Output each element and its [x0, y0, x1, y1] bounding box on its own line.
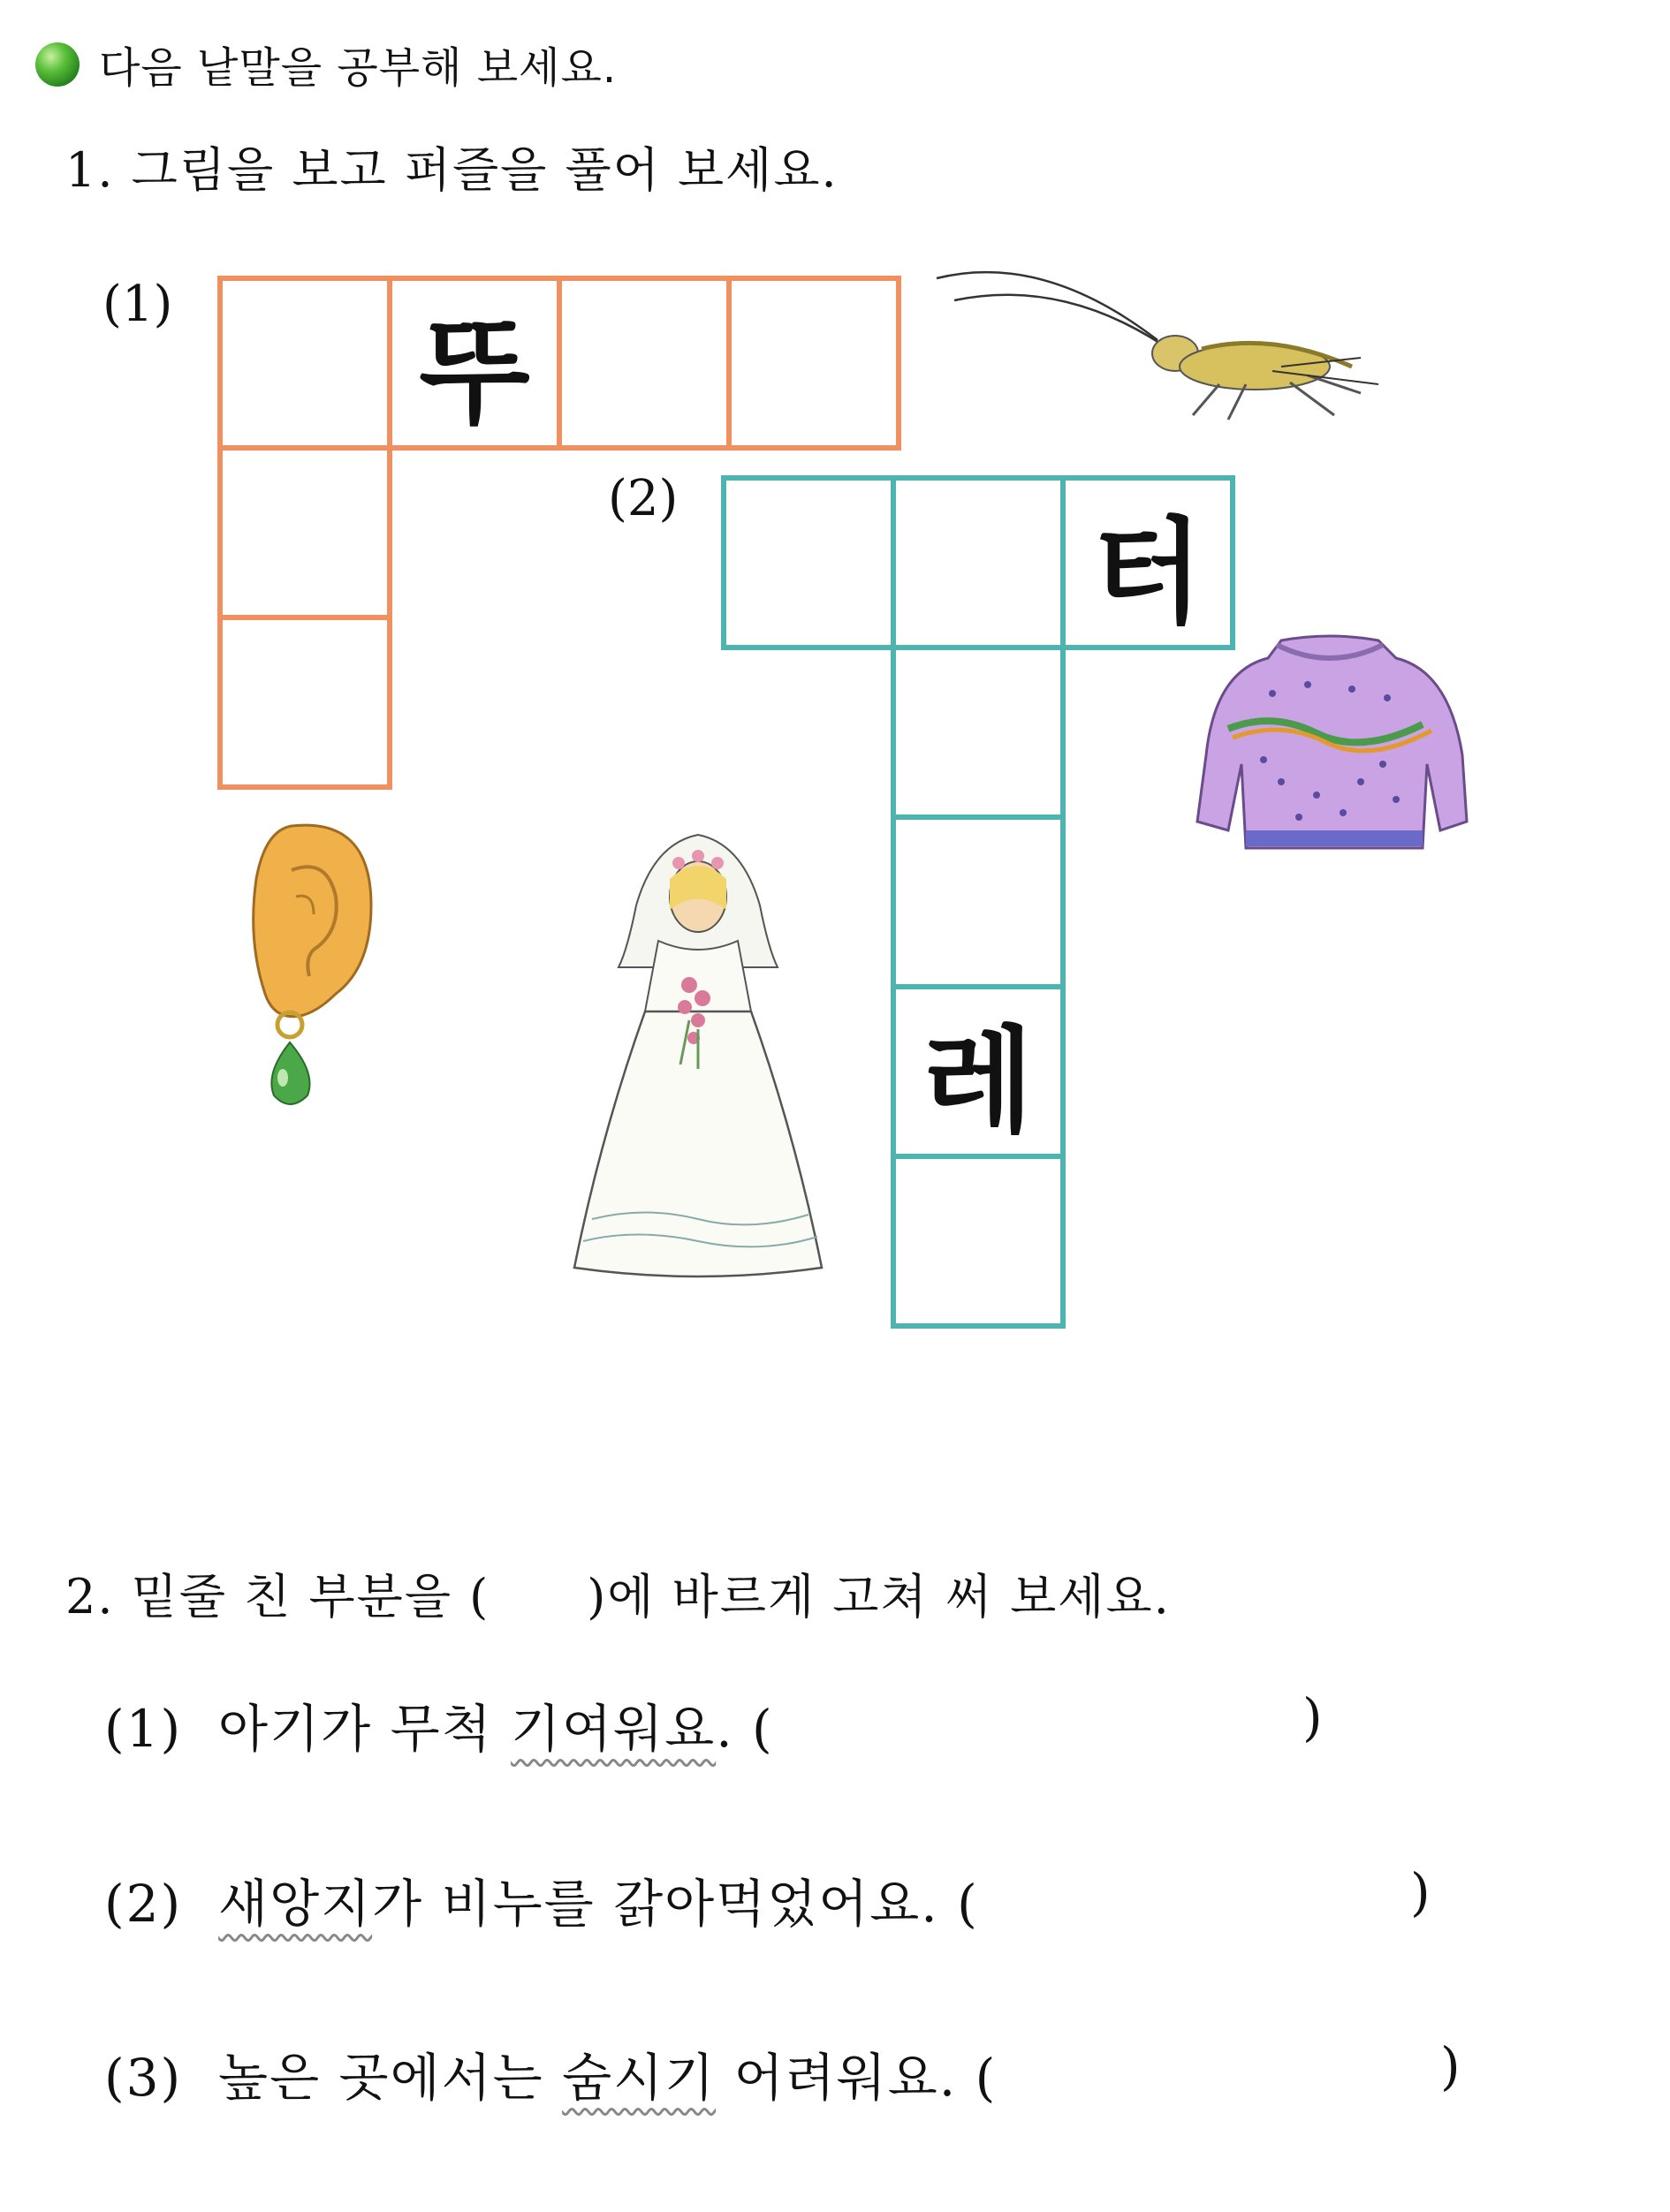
- q2-item-3: [104, 2036, 997, 2110]
- q2-item-2: [104, 1862, 979, 1936]
- item-text: . (: [716, 1699, 774, 1759]
- puzzle-2-label: (2): [608, 470, 679, 527]
- green-ball-icon: [35, 42, 80, 87]
- ear-earring-illustration: [239, 817, 380, 1117]
- question-1-title: 1. 그림을 보고 퍼즐을 풀어 보세요.: [65, 142, 839, 198]
- puzzle-1-cell-5[interactable]: [217, 445, 392, 620]
- puzzle-1-cell-4[interactable]: [726, 276, 901, 451]
- instruction-text: 다음 낱말을 공부해 보세요.: [99, 43, 618, 93]
- puzzle-2-cell-1[interactable]: [721, 475, 896, 650]
- item-number: (1): [104, 1699, 183, 1759]
- question-2-title-b: )에 바르게 고쳐 써 보세요.: [587, 1569, 1171, 1625]
- cricket-illustration: [937, 261, 1378, 437]
- puzzle-2-cell-7[interactable]: [891, 1154, 1066, 1329]
- puzzle-1-cell-3[interactable]: [557, 276, 732, 451]
- puzzle-1-cell-1[interactable]: [217, 276, 392, 451]
- item-number: (2): [104, 1874, 183, 1934]
- sweater-illustration: [1184, 632, 1476, 861]
- underlined-word: 기여워요: [511, 1699, 717, 1759]
- puzzle-2-cell-3[interactable]: 터: [1060, 475, 1235, 650]
- underlined-word: 숨시기: [562, 2048, 717, 2108]
- item-text: 어려워요. (: [716, 2048, 998, 2108]
- q2-item-3-answer-field[interactable]: [1069, 2032, 1431, 2102]
- puzzle-2-cell-5[interactable]: [891, 814, 1066, 989]
- q2-item-1-close-paren: ): [1302, 1687, 1325, 1747]
- item-text: 높은 곳에서는: [218, 2048, 563, 2108]
- item-text: 가 비누를 갉아먹었어요. (: [372, 1874, 979, 1934]
- puzzle-2-cell-2[interactable]: [891, 475, 1066, 650]
- q2-item-3-close-paren: ): [1440, 2036, 1462, 2096]
- puzzle-1-cell-2[interactable]: 뚜: [387, 276, 562, 451]
- question-2-title: [65, 1559, 1171, 1627]
- item-text: 아기가 무척: [218, 1699, 512, 1759]
- puzzle-1-label: (1): [102, 276, 173, 333]
- q2-item-1: [104, 1687, 774, 1761]
- q2-item-2-close-paren: ): [1410, 1862, 1432, 1922]
- puzzle-1-cell-6[interactable]: [217, 615, 392, 790]
- item-number: (3): [104, 2048, 183, 2108]
- question-2-title-a: 2. 밑줄 친 부분을 (: [65, 1569, 490, 1625]
- instruction-header: [35, 34, 617, 95]
- puzzle-2-cell-4[interactable]: [891, 645, 1066, 820]
- q2-item-1-answer-field[interactable]: [831, 1683, 1290, 1754]
- underlined-word: 새앙지: [218, 1874, 373, 1934]
- bride-illustration: [566, 826, 831, 1285]
- q2-item-2-answer-field[interactable]: [1038, 1858, 1401, 1928]
- puzzle-2-cell-6[interactable]: 레: [891, 984, 1066, 1159]
